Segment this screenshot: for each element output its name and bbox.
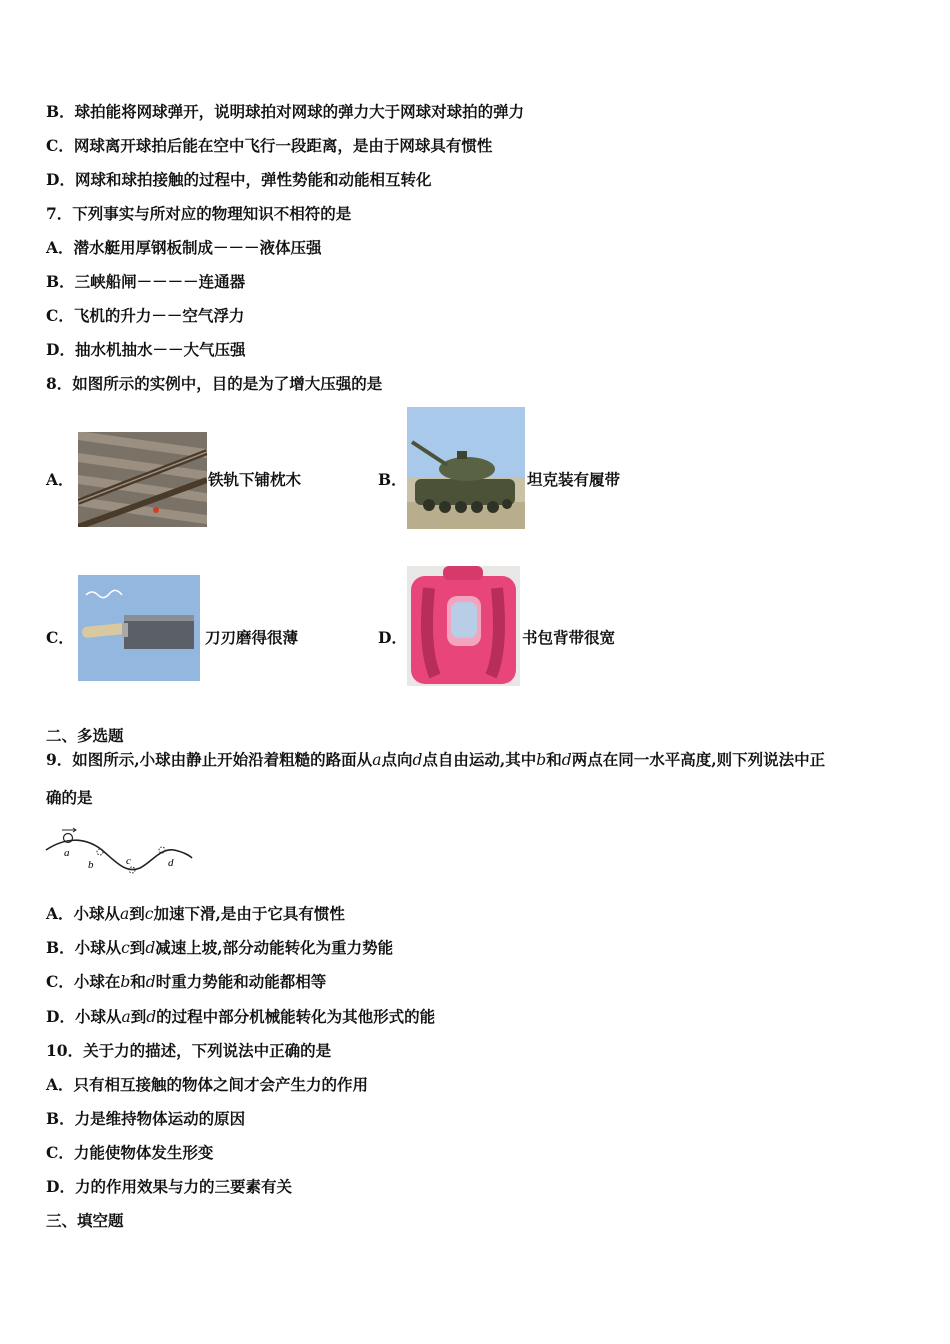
q8-option-b-caption: 坦克装有履带 bbox=[527, 470, 621, 489]
diagram-label-a: a bbox=[64, 847, 70, 859]
q10-stem: 10．关于力的描述，下列说法中正确的是 bbox=[46, 1041, 332, 1060]
knife-photo bbox=[78, 575, 200, 681]
q8-option-d-caption: 书包背带很宽 bbox=[522, 628, 616, 647]
q8-option-b-letter: B． bbox=[378, 470, 407, 489]
q6-option-b: B．球拍能将网球弹开，说明球拍对网球的弹力大于网球对球拍的弹力 bbox=[46, 102, 525, 121]
q8-option-a-letter: A． bbox=[46, 470, 74, 489]
diagram-label-d: d bbox=[168, 857, 174, 869]
road-curve-diagram bbox=[44, 826, 194, 878]
railway-photo bbox=[78, 432, 207, 527]
q10-option-a: A．只有相互接触的物体之间才会产生力的作用 bbox=[46, 1075, 369, 1094]
q6-option-c: C．网球离开球拍后能在空中飞行一段距离，是由于网球具有惯性 bbox=[46, 136, 493, 155]
q8-option-a-caption: 铁轨下铺枕木 bbox=[208, 470, 302, 489]
q8-option-c-caption: 刀刃磨得很薄 bbox=[205, 628, 299, 647]
q10-option-d: D．力的作用效果与力的三要素有关 bbox=[46, 1177, 292, 1196]
section-multiple-choice: 二、多选题 bbox=[46, 726, 124, 745]
q8-option-d-letter: D． bbox=[378, 628, 407, 647]
section-fill-blank: 三、填空题 bbox=[46, 1211, 124, 1230]
q7-option-a: A．潜水艇用厚钢板制成－－－液体压强 bbox=[46, 238, 322, 257]
q8-stem: 8．如图所示的实例中，目的是为了增大压强的是 bbox=[46, 374, 383, 393]
q9-stem-line2: 确的是 bbox=[46, 788, 93, 807]
diagram-label-b: b bbox=[88, 859, 94, 871]
q9-option-b: B．小球从c到d减速上坡,部分动能转化为重力势能 bbox=[46, 938, 394, 957]
q7-option-b: B．三峡船闸－－－－连通器 bbox=[46, 272, 246, 291]
q8-option-c-letter: C． bbox=[46, 628, 74, 647]
diagram-label-c: c bbox=[126, 855, 131, 867]
q7-option-c: C．飞机的升力－－空气浮力 bbox=[46, 306, 245, 325]
q7-option-d: D．抽水机抽水－－大气压强 bbox=[46, 340, 246, 359]
q9-option-c: C．小球在b和d时重力势能和动能都相等 bbox=[46, 972, 327, 991]
q10-option-b: B．力是维持物体运动的原因 bbox=[46, 1109, 246, 1128]
q9-option-a: A．小球从a到c加速下滑,是由于它具有惯性 bbox=[46, 904, 345, 923]
q9-stem: 9．如图所示,小球由静止开始沿着粗糙的路面从a点向d点自由运动,其中b和d两点在同一水平高度,则下列说法中正 bbox=[46, 750, 826, 769]
q9-option-d: D．小球从a到d的过程中部分机械能转化为其他形式的能 bbox=[46, 1007, 436, 1026]
q6-option-d: D．网球和球拍接触的过程中，弹性势能和动能相互转化 bbox=[46, 170, 432, 189]
q7-stem: 7．下列事实与所对应的物理知识不相符的是 bbox=[46, 204, 352, 223]
q10-option-c: C．力能使物体发生形变 bbox=[46, 1143, 214, 1162]
backpack-photo bbox=[407, 566, 520, 686]
tank-photo bbox=[407, 407, 525, 529]
